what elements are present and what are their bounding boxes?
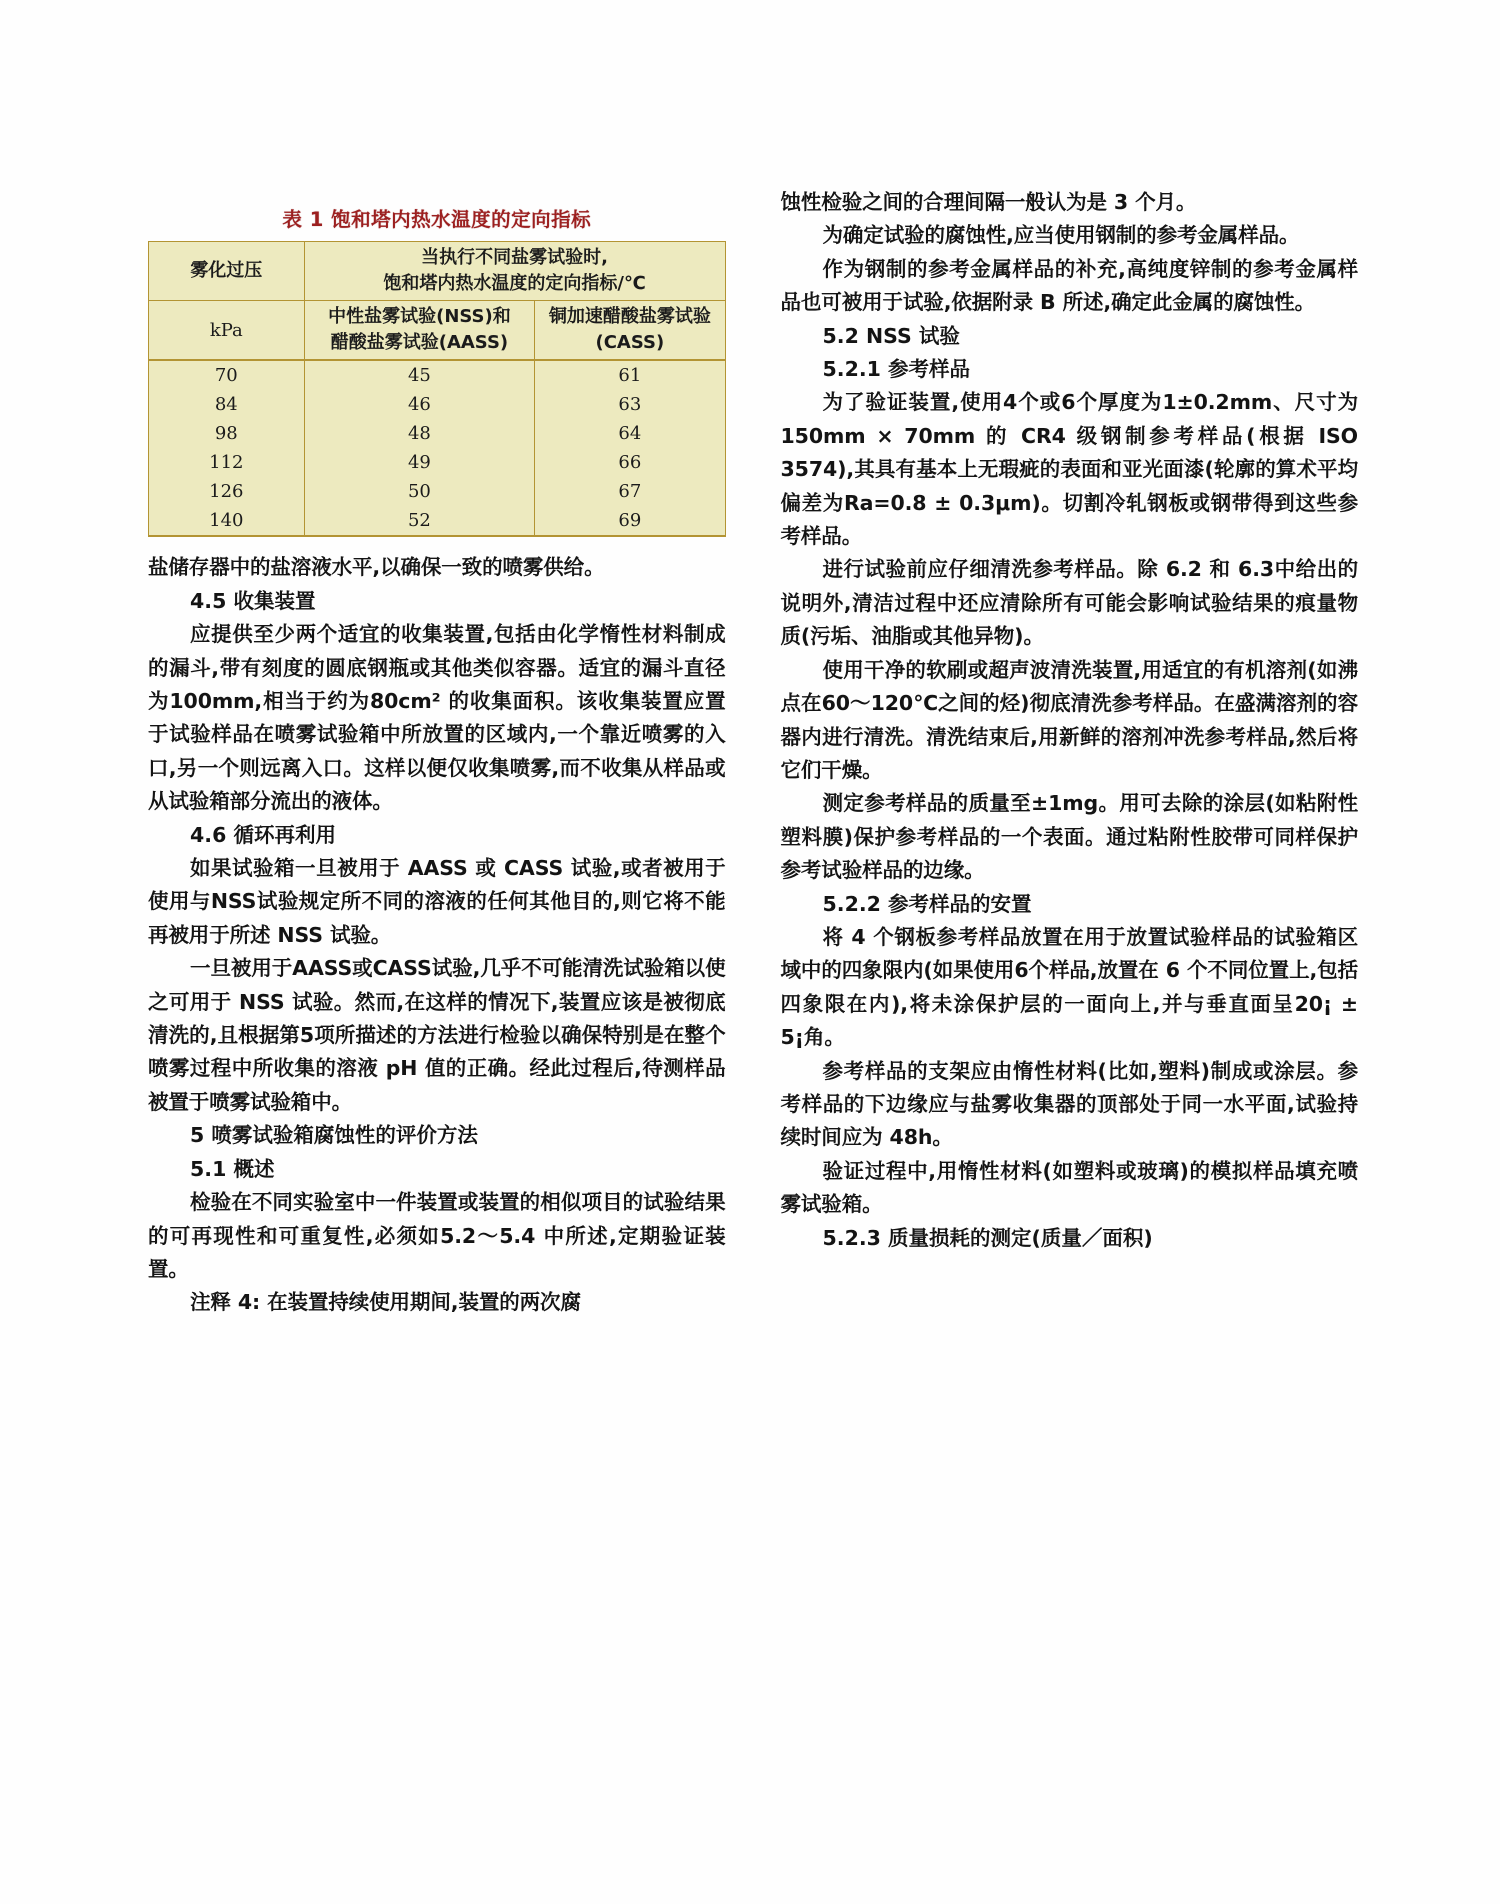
heading-4-6: 4.6 循环再利用 — [190, 822, 336, 847]
cell-cass: 64 — [535, 419, 725, 448]
cell-kpa: 98 — [149, 419, 305, 448]
heading-5-2-2: 5.2.2 参考样品的安置 — [822, 891, 1032, 916]
cell-nss-aass: 49 — [304, 448, 535, 477]
cell-cass: 63 — [535, 390, 725, 419]
cell-nss-aass: 50 — [304, 477, 535, 506]
header-cell-nss-aass — [304, 301, 535, 361]
cell-kpa: 112 — [149, 448, 305, 477]
heading-5: 5 喷雾试验箱腐蚀性的评价方法 — [190, 1123, 478, 1148]
cell-nss-aass: 45 — [304, 360, 535, 390]
table-row — [149, 506, 726, 536]
cell-nss-aass: 46 — [304, 390, 535, 419]
header-cell-unit-kpa: kPa — [149, 301, 305, 361]
cell-cass: 61 — [535, 360, 725, 390]
heading-5-2-1: 5.2.1 参考样品 — [822, 357, 971, 382]
paragraph-5-2-1-b: 进行试验前应仔细清洗参考样品。除 6.2 和 6.3中给出的说明外,清洁过程中还应清除所有可能会影响试验结果的痕量物质(污垢、油脂或其他异物)。 — [780, 557, 1358, 649]
table-1-temperature-indicators — [148, 241, 726, 537]
paragraph-5-2-2-b: 参考样品的支架应由惰性材料(比如,塑料)制成或涂层。参考样品的下边缘应与盐雾收集器的顶部处于同一水平面,试验持续时间应为 48h。 — [780, 1058, 1358, 1150]
paragraph-reference-metal: 为确定试验的腐蚀性,应当使用钢制的参考金属样品。 — [822, 223, 1300, 248]
paragraph-5-1: 检验在不同实验室中一件装置或装置的相似项目的试验结果的可再现性和可重复性,必须如5.2～5.4 中所述,定期验证装置。 — [148, 1190, 726, 1281]
paragraph-4-6-a: 如果试验箱一旦被用于 AASS 或 CASS 试验,或者被用于使用与NSS试验规定所不同的溶液的任何其他目的,则它将不能再被用于所述 NSS 试验。 — [148, 856, 726, 947]
cell-kpa: 70 — [149, 360, 305, 390]
cell-nss-aass: 52 — [304, 506, 535, 536]
table-row — [149, 360, 726, 390]
paragraph-5-2-1-a: 为了验证装置,使用4个或6个厚度为1±0.2mm、尺寸为150mm × 70mm 的 CR4 级钢制参考样品(根据 ISO 3574),其具有基本上无瑕疵的表面和亚光面漆(轮廓的算术平均偏差为Ra=0.8 ± 0.3μm)。切割冷轧钢板或钢带得到这些参考样品。 — [780, 390, 1358, 549]
table-header-row-2 — [149, 301, 726, 361]
header-nss-line1: 中性盐雾试验(NSS)和 — [328, 306, 511, 328]
cell-kpa: 140 — [149, 506, 305, 536]
table-header-row-1 — [149, 242, 726, 301]
right-column — [781, 186, 1359, 1846]
cell-cass: 67 — [535, 477, 725, 506]
paragraph-5-2-1-c: 使用干净的软刷或超声波清洗装置,用适宜的有机溶剂(如沸点在60～120℃之间的烃)彻底清洗参考样品。在盛满溶剂的容器内进行清洗。清洗结束后,用新鲜的溶剂冲洗参考样品,然后将它们干燥。 — [780, 657, 1358, 782]
header-cass-line2: (CASS) — [595, 332, 665, 354]
two-column-layout — [148, 186, 1358, 1846]
header-cass-line1: 铜加速醋酸盐雾试验 — [548, 306, 711, 328]
table-caption: 表 1 饱和塔内热水温度的定向指标 — [282, 208, 592, 231]
paragraph-note-4: 注释 4: 在装置持续使用期间,装置的两次腐 — [190, 1290, 581, 1315]
cell-cass: 69 — [535, 506, 725, 536]
header-cell-span — [304, 242, 725, 301]
heading-5-2-3: 5.2.3 质量损耗的测定(质量／面积) — [822, 1225, 1153, 1250]
table-row — [149, 419, 726, 448]
table-row — [149, 390, 726, 419]
cell-nss-aass: 48 — [304, 419, 535, 448]
heading-5-2: 5.2 NSS 试验 — [822, 323, 960, 348]
header-span-line1: 当执行不同盐雾试验时, — [421, 247, 608, 268]
heading-5-1: 5.1 概述 — [190, 1156, 275, 1181]
header-span-line2: 饱和塔内热水温度的定向指标/℃ — [383, 273, 646, 295]
cell-kpa: 84 — [149, 390, 305, 419]
header-cell-pressure: 雾化过压 — [149, 242, 305, 301]
paragraph-5-2-1-d: 测定参考样品的质量至±1mg。用可去除的涂层(如粘附性塑料膜)保护参考样品的一个表面。通过粘附性胶带可同样保护参考试验样品的边缘。 — [780, 791, 1358, 883]
cell-cass: 66 — [535, 448, 725, 477]
cell-kpa: 126 — [149, 477, 305, 506]
left-column — [148, 186, 726, 1846]
paragraph-4-5: 应提供至少两个适宜的收集装置,包括由化学惰性材料制成的漏斗,带有刻度的圆底钢瓶或其他类似容器。适宜的漏斗直径为100mm,相当于约为80cm² 的收集面积。该收集装置应置于试验样品在喷雾试验箱中所放置的区域内,一个靠近喷雾的入口,另一个则远离入口。这样以便仅收集喷雾,而不收集从样品或从试验箱部分流出的液体。 — [148, 622, 726, 814]
paragraph-zinc-reference: 作为钢制的参考金属样品的补充,高纯度锌制的参考金属样品也可被用于试验,依据附录 B 所述,确定此金属的腐蚀性。 — [780, 256, 1358, 315]
paragraph-continuation: 盐储存器中的盐溶液水平,以确保一致的喷雾供给。 — [148, 555, 605, 580]
heading-4-5: 4.5 收集装置 — [190, 588, 316, 613]
paragraph-continuation: 蚀性检验之间的合理间隔一般认为是 3 个月。 — [780, 190, 1197, 214]
paragraph-5-2-2-c: 验证过程中,用惰性材料(如塑料或玻璃)的模拟样品填充喷雾试验箱。 — [780, 1158, 1358, 1217]
table-row — [149, 477, 726, 506]
paragraph-5-2-2-a: 将 4 个钢板参考样品放置在用于放置试验样品的试验箱区域中的四象限内(如果使用6个样品,放置在 6 个不同位置上,包括四象限在内),将未涂保护层的一面向上,并与垂直面呈20¡ ± 5¡角。 — [780, 924, 1358, 1050]
paragraph-4-6-b: 一旦被用于AASS或CASS试验,几乎不可能清洗试验箱以使之可用于 NSS 试验。然而,在这样的情况下,装置应该是被彻底清洗的,且根据第5项所描述的方法进行检验以确保特别是在整个喷雾过程中所收集的溶液 pH 值的正确。经此过程后,待测样品被置于喷雾试验箱中。 — [148, 956, 726, 1114]
header-cell-cass — [535, 301, 725, 361]
header-nss-line2: 醋酸盐雾试验(AASS) — [330, 332, 509, 354]
table-row — [149, 448, 726, 477]
